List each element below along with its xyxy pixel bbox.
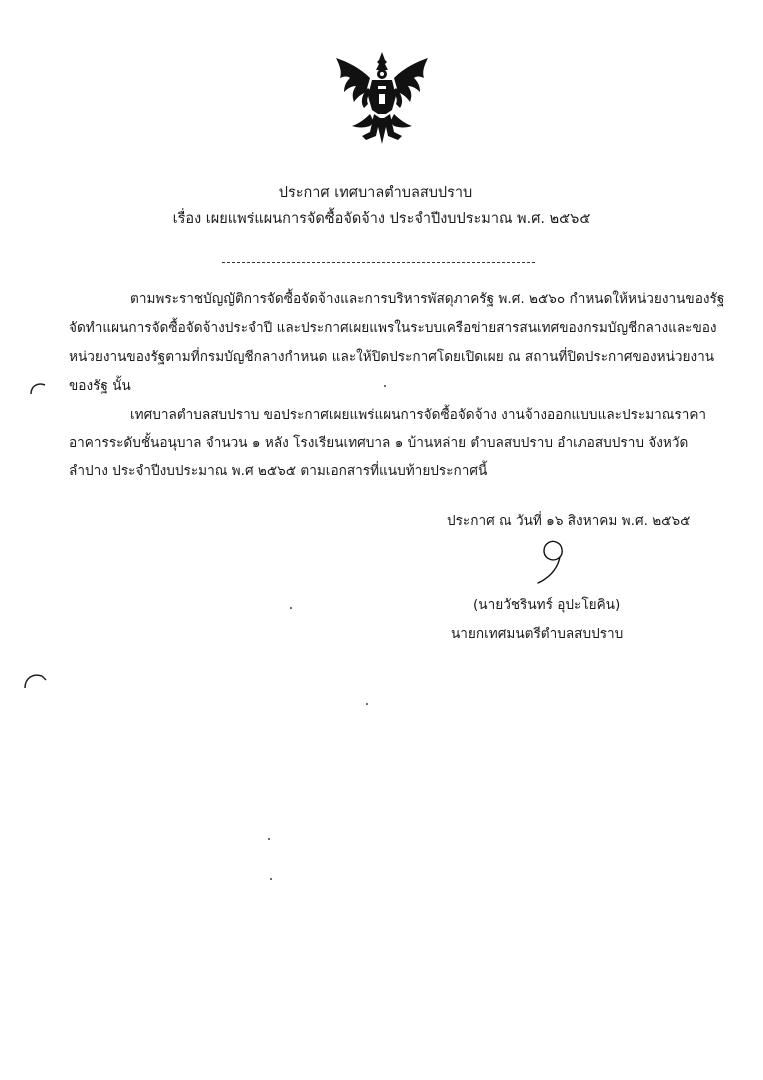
scan-speck — [384, 385, 386, 387]
punch-hole-mark — [22, 670, 48, 690]
signatory-position: นายกเทศมนตรีตำบลสบปราบ — [451, 626, 624, 642]
signatory-name: (นายวัชรินทร์ อุปะโยคิน) — [473, 597, 621, 613]
paragraph1-line2: จัดทำแผนการจัดซื้อจัดจ้างประจำปี และประกาศเผยแพรในระบบเครือข่ายสารสนเทศของกรมบัญชีกลางและของ — [69, 320, 717, 336]
paragraph2-line2: อาคารระดับชั้นอนุบาล จำนวน ๑ หลัง โรงเรียนเทศบาล ๑ บ้านหล่าย ตำบลสบปราบ อำเภอสบปราบ จังหวัด — [69, 435, 689, 451]
paragraph1-line1: ตามพระราชบัญญัติการจัดซื้อจัดจ้างและการบริหารพัสดุภาครัฐ พ.ศ. ๒๕๖๐ กำหนดให้หน่วยงานของรัฐ — [130, 291, 725, 307]
paragraph2-line3: ลำปาง ประจำปีงบประมาณ พ.ศ ๒๕๖๕ ตามเอกสารที่แนบท้ายประกาศนี้ — [69, 463, 488, 479]
paragraph1-line4: ของรัฐ นั้น — [69, 378, 131, 394]
garuda-emblem-icon — [330, 48, 434, 150]
punch-hole-mark — [28, 380, 48, 396]
scan-speck — [366, 703, 368, 705]
announcement-title: ประกาศ เทศบาลตำบลสบปราบ — [278, 185, 473, 201]
scan-speck — [268, 838, 270, 840]
paragraph1-line3: หน่วยงานของรัฐตามที่กรมบัญชีกลางกำหนด และให้ปิดประกาศโดยเปิดเผย ณ สถานที่ปิดประกาศของหน่วยงาน — [69, 349, 715, 365]
announcement-subject: เรื่อง เผยแพร่แผนการจัดซื้อจัดจ้าง ประจำปีงบประมาณ พ.ศ. ๒๕๖๕ — [172, 211, 591, 227]
scan-speck — [270, 878, 272, 880]
title-divider — [222, 262, 535, 263]
paragraph2-line1: เทศบาลตำบลสบปราบ ขอประกาศเผยแพร่แผนการจัดซื้อจัดจ้าง งานจ้างออกแบบและประมาณราคา — [130, 407, 707, 423]
announcement-date: ประกาศ ณ วันที่ ๑๖ สิงหาคม พ.ศ. ๒๕๖๕ — [447, 513, 691, 529]
handwritten-signature — [528, 537, 580, 585]
scan-speck — [290, 607, 292, 609]
